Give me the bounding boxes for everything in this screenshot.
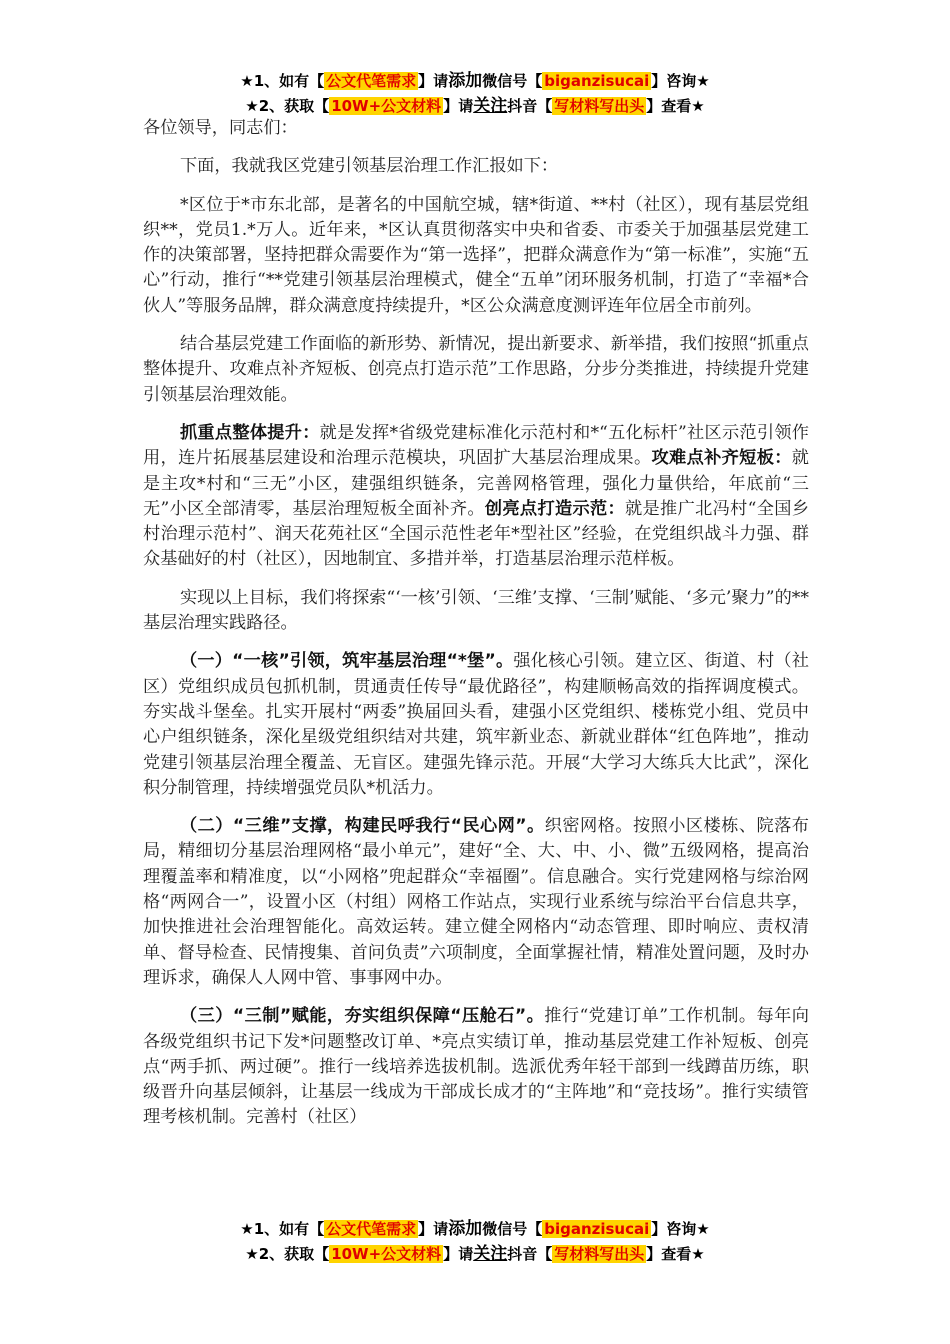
section-heading: （一）“一核”引领，筑牢基层治理“*堡”。 (179, 651, 514, 672)
section-heading: （三）“三制”赋能，夯实组织保障“压舱石”。 (179, 1006, 545, 1027)
banner-text: 微信号【 (482, 72, 543, 90)
banner-text: 】咨询★ (651, 72, 710, 90)
banner-text: ★1、如有【 (240, 72, 325, 90)
banner-text: ★1、如有【 (240, 1220, 325, 1238)
promo-banner-top-line1 (0, 70, 950, 92)
banner-text: 】请 (418, 1220, 449, 1238)
banner-emphasis: 添加 (448, 1219, 483, 1239)
banner-highlight: 10W+公文材料 (331, 1245, 442, 1263)
paragraph-text: 就是推广北冯村“全国乡村治理示范村”、润天花苑社区“全国示范性老年*型社区”经验，在党组织战斗力强、群众基础好的村（社区），因地制宜、多措并举，打造基层治理示范样板。 (143, 498, 809, 570)
banner-text: 】咨询★ (651, 1220, 710, 1238)
banner-text: 】查看★ (646, 97, 705, 115)
promo-banner-bottom-line2 (0, 1243, 950, 1265)
promo-banner-top-line2 (0, 95, 950, 117)
banner-highlight: biganzisucai (544, 1220, 650, 1238)
banner-text: 抖音【 (507, 97, 553, 115)
banner-highlight: 写材料写出头 (554, 97, 645, 115)
banner-text: 】查看★ (646, 1245, 705, 1263)
paragraph-heading: 创亮点打造示范： (484, 498, 626, 519)
paragraph-heading: 抓重点整体提升： (179, 422, 320, 443)
paragraph-text: 织密网格。按照小区楼栋、院落布局，精细切分基层治理网格“最小单元”，建好“全、大、中、小、微”五级网格，提高治理覆盖率和精准度，以“小网格”兜起群众“幸福圈”。信息融合。实行党建网格与综治网格“两网合一”，设置小区（村组）网格工作站点，实现行业系统与综治平台信息共享，加快推进社会治理智能化。高效运转。建立健全网格内“动态管理、即时响应、责权清单、督导检查、民情搜集、首问负责”六项制度，全面掌握社情，精准处置问题，及时办理诉求，确保人人网中管、事事网中办。 (143, 816, 809, 988)
paragraph-text: 就是主攻*村和“三无”小区，建强组织链条，完善网格管理，强化力量供给，年底前“三无”小区全部清零，基层治理短板全面补齐。 (143, 448, 809, 519)
paragraph: 下面，我就我区党建引领基层治理工作汇报如下： (179, 156, 559, 177)
promo-banner-bottom-line1 (0, 1218, 950, 1240)
banner-text: 】请 (443, 1245, 474, 1263)
banner-text: ★2、获取【 (245, 1245, 330, 1263)
banner-highlight: biganzisucai (544, 72, 650, 90)
banner-text: ★2、获取【 (245, 97, 330, 115)
banner-highlight: 10W+公文材料 (331, 97, 442, 115)
paragraph: *区位于*市东北部，是著名的中国航空城，辖*街道、**村（社区），现有基层党组织**，党员1.*万人。近年来，*区认真贯彻落实中央和省委、市委关于加强基层党建工作的决策部署，坚持把群众需要作为“第一选择”，把群众满意作为“第一标准”，实施“五心”行动，推行“**党建引领基层治理模式，健全“五单”闭环服务机制，打造了“幸福*合伙人”等服务品牌，群众满意度持续提升，*区公众满意度测评连年位居全市前列。 (143, 194, 809, 316)
banner-text: 】请 (443, 97, 474, 115)
banner-highlight: 公文代笔需求 (326, 72, 417, 90)
paragraph (143, 649, 809, 801)
paragraph (143, 1004, 809, 1130)
paragraph: 实现以上目标，我们将探索“‘一核’引领、‘三维’支撑、‘三制’赋能、‘多元’聚力”的**基层治理实践路径。 (143, 587, 809, 634)
banner-text: 】请 (418, 72, 449, 90)
banner-text: 微信号【 (482, 1220, 543, 1238)
paragraph (143, 814, 809, 991)
salutation: 各位领导，同志们： (143, 118, 298, 138)
paragraph-text: 强化核心引领。建立区、街道、村（社区）党组织成员包抓机制，贯通责任传导“最优路径”，构建顺畅高效的指挥调度模式。夯实战斗堡垒。扎实开展村“两委”换届回头看，建强小区党组织、楼栋党小组、党员中心户组织链条，深化星级党组织结对共建，筑牢新业态、新就业群体“红色阵地”，推动党建引领基层治理全覆盖、无盲区。建强先锋示范。开展“大学习大练兵大比武”，深化积分制管理，持续增强党员队*机活力。 (143, 651, 809, 798)
paragraph-text: 就是发挥*省级党建标准化示范村和*“五化标杆”社区示范引领作用，连片拓展基层建设和治理示范模块，巩固扩大基层治理成果。 (143, 422, 809, 469)
banner-highlight: 写材料写出头 (554, 1245, 645, 1263)
paragraph-heading: 攻难点补齐短板： (651, 448, 792, 469)
banner-highlight: 公文代笔需求 (326, 1220, 417, 1238)
paragraph-text: 推行“党建订单”工作机制。每年向各级党组织书记下发*问题整改订单、*亮点实绩订单，推动基层党建工作补短板、创亮点“两手抓、两过硬”。推行一线培养选拔机制。选派优秀年轻干部到一线蹲苗历练，职级晋升向基层倾斜，让基层一线成为干部成长成才的“主阵地”和“竞技场”。推行实绩管理考核机制。完善村（社区） (143, 1006, 809, 1128)
document-body (143, 116, 809, 1144)
banner-emphasis: 关注 (473, 1244, 508, 1264)
banner-emphasis: 关注 (473, 96, 508, 116)
banner-text: 抖音【 (507, 1245, 553, 1263)
paragraph: 结合基层党建工作面临的新形势、新情况，提出新要求、新举措，我们按照“抓重点整体提升、攻难点补齐短板、创亮点打造示范”工作思路，分步分类推进，持续提升党建引领基层治理效能。 (143, 334, 809, 405)
section-heading: （二）“三维”支撑，构建民呼我行“民心网”。 (179, 816, 545, 837)
paragraph (143, 421, 809, 573)
banner-emphasis: 添加 (448, 71, 483, 91)
